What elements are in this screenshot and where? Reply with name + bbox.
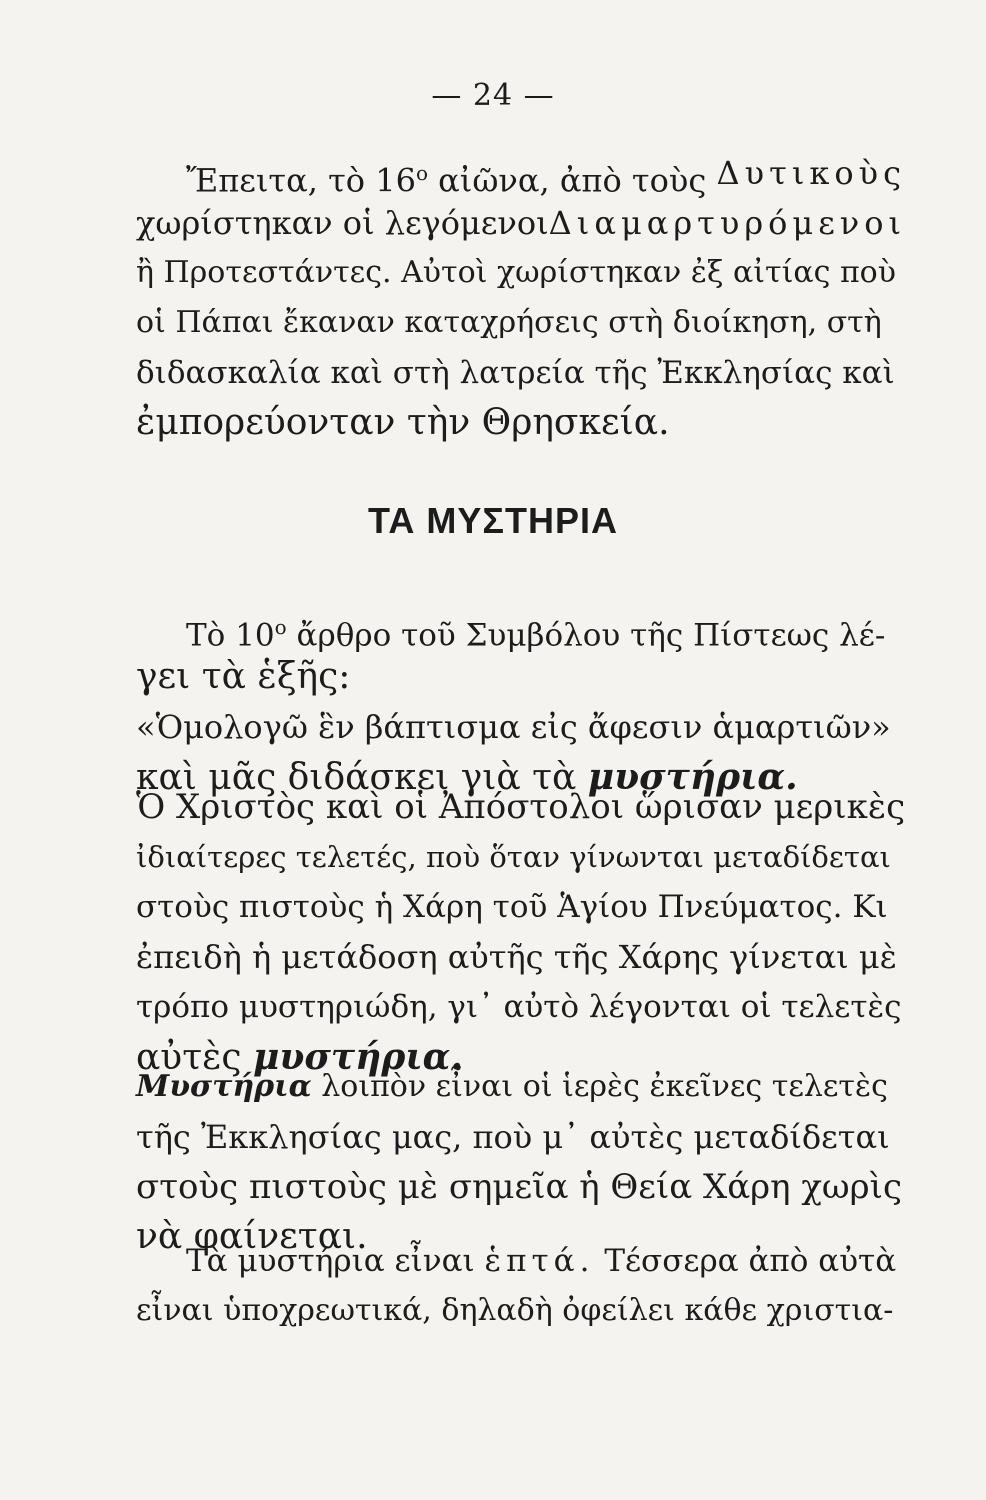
page-number: — 24 — (431, 78, 555, 113)
text-line (136, 1062, 906, 1112)
paragraph-sacraments (136, 1062, 906, 1262)
text-span: λοιπὸν εἶναι οἱ ἱερὲς ἐκεῖνες τελετὲς (311, 1069, 888, 1104)
text-span: καὶ μᾶς διδάσκει γιὰ τὰ (136, 757, 588, 798)
emphasis-text: μυστήρια. (253, 1036, 463, 1078)
text-span: ἄρθρο τοῦ Συμβόλου τῆς Πίστεως λέ- (286, 617, 886, 654)
text-line: ἢ Προτεστάντες. Αὐτοὶ χωρίστηκαν ἐξ αἰτίας ποὺ (136, 255, 896, 290)
text-span: Τὰ μυστήρια εἶναι (186, 1243, 485, 1279)
text-line: τῆς Ἐκκλησίας μας, ποὺ μ᾽ αὐτὲς μεταδίδεται (136, 1118, 890, 1156)
text-line: ἐπειδὴ ἡ μετάδοση αὐτῆς τῆς Χάρης γίνεται μὲ (136, 938, 897, 976)
text-line: ἰδιαίτερες τελετές, ποὺ ὅταν γίνωνται μεταδίδεται (136, 840, 891, 874)
text-line: «Ὁμολογῶ ἓν βάπτισμα εἰς ἄφεσιν ἁμαρτιῶν» (136, 708, 891, 746)
superscript: ο (274, 615, 287, 639)
text-span: αὐτὲς (136, 1037, 254, 1078)
paragraph-article (136, 602, 906, 802)
text-line: Ὁ Χριστὸς καὶ οἱ Ἀπόστολοι ὥρισαν μερικὲς (136, 787, 906, 827)
text-span: Τέσσερα ἀπὸ αὐτὰ (594, 1243, 897, 1279)
paragraph-seven (136, 1236, 906, 1336)
text-line: στοὺς πιστοὺς μὲ σημεῖα ἡ Θεία Χάρη χωρὶς (136, 1167, 903, 1207)
text-line: οἱ Πάπαι ἔκαναν καταχρήσεις στὴ διοίκηση, στὴ (136, 305, 882, 340)
spaced-text: ἑπτά. (484, 1243, 595, 1279)
text-line: τρόπο μυστηριώδη, γι᾽ αὐτὸ λέγονται οἱ τελετὲς (136, 989, 902, 1025)
emphasis-text: μυστήρια. (587, 756, 798, 798)
text-line (136, 148, 906, 198)
text-span: Ἔπειτα, τὸ 16 (186, 161, 416, 200)
section-heading: ΤΑ ΜΥΣΤΗΡΙΑ (368, 500, 618, 541)
text-span: χωρίστηκαν οἱ λεγόμενοι (136, 204, 549, 242)
text-line: ἐμπορεύονταν τὴν Θρησκεία. (136, 402, 670, 443)
text-line: εἶναι ὑποχρεωτικά, δηλαδὴ ὀφείλει κάθε χριστια- (136, 1293, 894, 1328)
text-line: διδασκαλία καὶ στὴ λατρεία τῆς Ἐκκλησίας καὶ (136, 355, 895, 391)
text-span (186, 148, 706, 198)
text-line (136, 602, 906, 652)
spaced-text: Διαμαρτυρόμενοι (548, 204, 907, 242)
text-line: γει τὰ ἑξῆς: (136, 656, 351, 697)
text-line: νὰ φαίνεται. (136, 1216, 368, 1257)
spaced-text: Δυτικοὺς (716, 154, 906, 192)
emphasis-text: Μυστήρια (136, 1069, 312, 1104)
text-span: Τὸ 10 (186, 617, 275, 654)
superscript: ο (415, 161, 428, 185)
paragraph-definition (136, 782, 906, 1082)
text-span: αἰῶνα, ἀπὸ τοὺς (427, 161, 707, 200)
text-line (136, 1236, 906, 1286)
text-line (136, 198, 906, 248)
paragraph-intro (136, 148, 906, 448)
text-line: στοὺς πιστοὺς ἡ Χάρη τοῦ Ἁγίου Πνεύματος. Κι (136, 889, 888, 925)
